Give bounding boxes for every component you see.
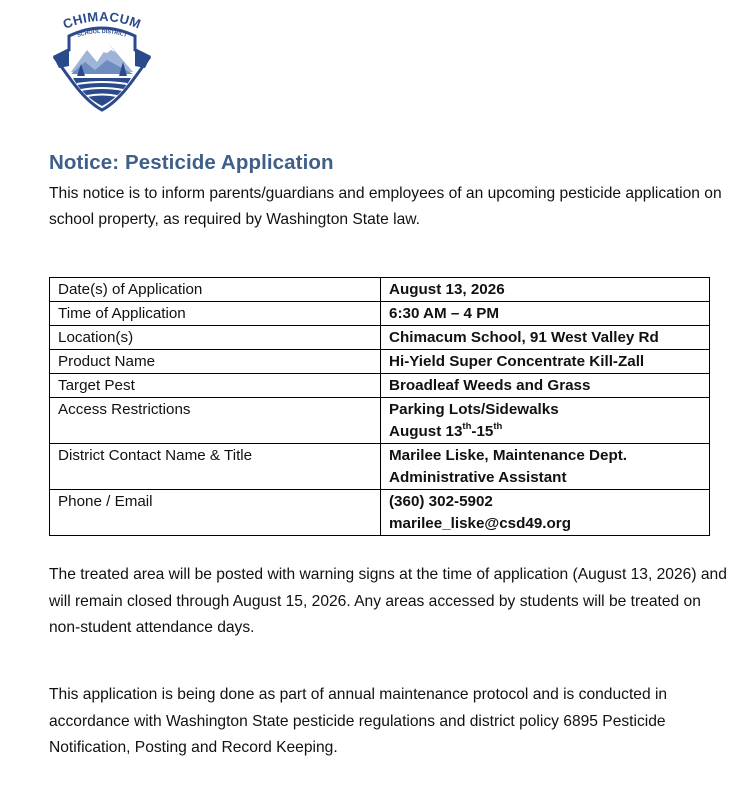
row-label: Date(s) of Application bbox=[50, 278, 381, 302]
row-label: Time of Application bbox=[50, 302, 381, 326]
row-value bbox=[381, 350, 710, 374]
date-start: August 13 bbox=[389, 423, 463, 440]
date-end: -15 bbox=[471, 423, 494, 440]
row-value-line: 6:30 AM – 4 PM bbox=[389, 305, 500, 322]
email-address: marilee_liske@csd49.org bbox=[389, 515, 571, 532]
application-details-table bbox=[49, 277, 710, 536]
row-value bbox=[381, 444, 710, 490]
row-label: District Contact Name & Title bbox=[50, 444, 381, 490]
closure-paragraph: The treated area will be posted with warning signs at the time of application (August 13, 2026) and will remain closed through August 15, 2026. Any areas accessed by students will be treated on non-student attendance days. bbox=[49, 566, 727, 636]
table-row bbox=[50, 490, 710, 536]
row-value bbox=[381, 398, 710, 444]
row-value bbox=[381, 278, 710, 302]
row-label: Product Name bbox=[50, 350, 381, 374]
row-value bbox=[381, 490, 710, 536]
row-value-line: Chimacum School, 91 West Valley Rd bbox=[389, 329, 659, 346]
phone-number: (360) 302-5902 bbox=[389, 493, 493, 510]
row-value bbox=[381, 302, 710, 326]
ordinal-suffix: th bbox=[462, 420, 472, 432]
row-value-line: Administrative Assistant bbox=[389, 469, 567, 486]
maintenance-paragraph: This application is being done as part of annual maintenance protocol and is conducted in accordance with Washington State pesticide regulations and district policy 6895 Pesticide Notification, Posting and Record Keeping. bbox=[49, 686, 668, 756]
table-row bbox=[50, 302, 710, 326]
table-row bbox=[50, 398, 710, 444]
notice-title: Notice: Pesticide Application bbox=[49, 151, 334, 174]
ordinal-suffix: th bbox=[493, 420, 503, 432]
restriction-dates bbox=[389, 420, 503, 440]
row-value bbox=[381, 374, 710, 398]
row-label: Phone / Email bbox=[50, 490, 381, 536]
logo-subtitle: SCHOOL DISTRICT bbox=[76, 28, 128, 39]
table-row bbox=[50, 278, 710, 302]
row-value-line: Broadleaf Weeds and Grass bbox=[389, 377, 591, 394]
row-label: Access Restrictions bbox=[50, 398, 381, 444]
row-value-line: Marilee Liske, Maintenance Dept. bbox=[389, 447, 628, 464]
logo-title: CHIMACUM bbox=[60, 10, 144, 32]
table-row bbox=[50, 326, 710, 350]
row-value-line: Parking Lots/Sidewalks bbox=[389, 401, 559, 418]
row-value-line: Hi-Yield Super Concentrate Kill-Zall bbox=[389, 353, 645, 370]
district-logo bbox=[47, 10, 157, 115]
row-label: Target Pest bbox=[50, 374, 381, 398]
notice-intro: This notice is to inform parents/guardians and employees of an upcoming pesticide application on school property, as required by Washington State law. bbox=[49, 185, 722, 228]
row-value bbox=[381, 326, 710, 350]
table-row bbox=[50, 350, 710, 374]
table-row bbox=[50, 444, 710, 490]
table-row bbox=[50, 374, 710, 398]
row-value-line: August 13, 2026 bbox=[389, 281, 505, 298]
row-label: Location(s) bbox=[50, 326, 381, 350]
